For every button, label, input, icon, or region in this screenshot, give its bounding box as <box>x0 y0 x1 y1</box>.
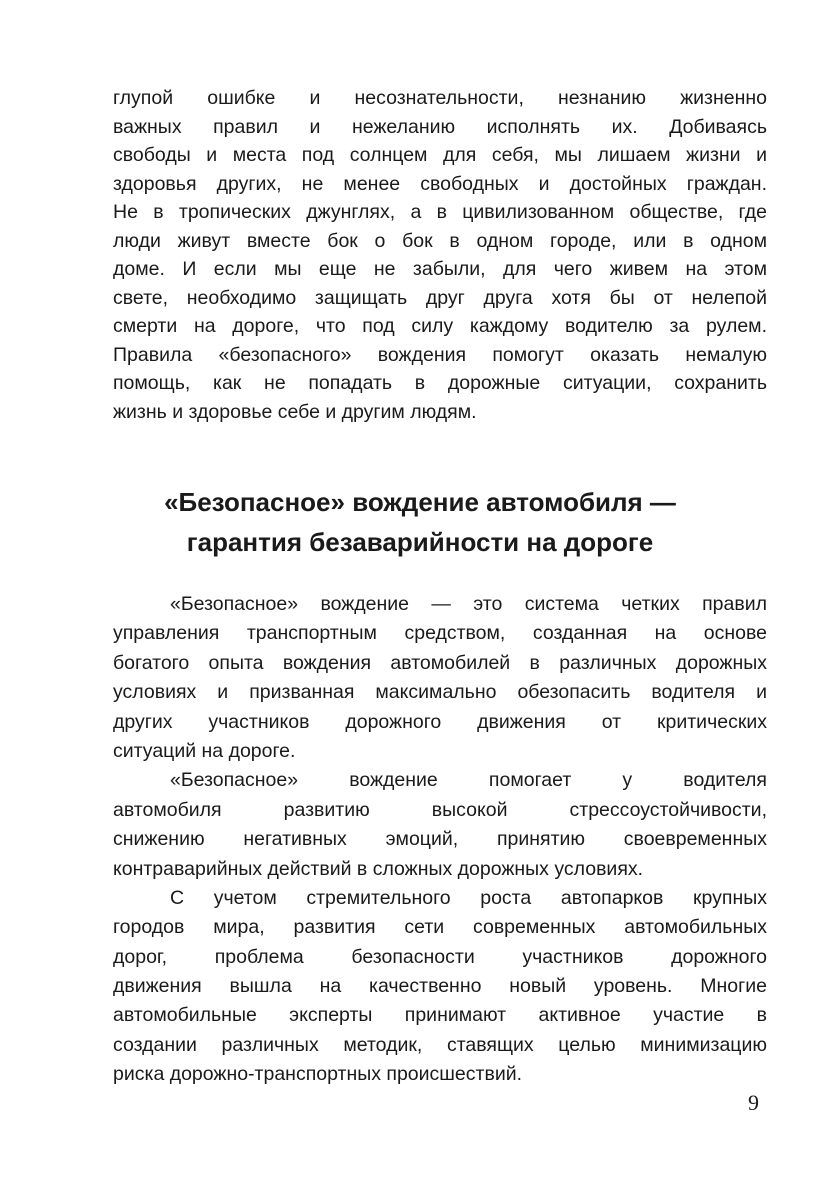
paragraph <box>113 590 767 766</box>
text-line: глупой ошибке и несознательности, незнанию жизненно <box>113 87 767 109</box>
text-line: дорог, проблема безопасности участников дорожного <box>113 945 767 968</box>
intro-paragraph <box>113 84 767 426</box>
text-line: Не в тропических джунглях, а в цивилизованном обществе, где <box>113 201 767 223</box>
text-line: важных правил и нежеланию исполнять их. Добиваясь <box>113 115 767 138</box>
heading-line-1: «Безопасное» вождение автомобиля — <box>164 487 676 517</box>
text-line: свободы и места под солнцем для себя, мы лишаем жизни и <box>113 144 767 166</box>
text-line: смерти на дороге, что под силу каждому водителю за рулем. <box>113 315 767 337</box>
text-line: здоровья других, не менее свободных и достойных граждан. <box>113 172 767 195</box>
text-line: движения вышла на качественно новый уровень. Многие <box>113 975 767 998</box>
paragraph <box>113 884 767 1090</box>
text-line: управления транспортным средством, созданная на основе <box>113 622 767 645</box>
text-line: помощь, как не попадать в дорожные ситуации, сохранить <box>113 372 767 394</box>
text-line: жизнь и здоровье себе и другим людям. <box>113 400 477 423</box>
text-line: «Безопасное» вождение — это система четких правил <box>170 593 767 615</box>
text-line: доме. И если мы еще не забыли, для чего живем на этом <box>113 258 767 280</box>
page-number: 9 <box>748 1090 759 1115</box>
text-line: С учетом стремительного роста автопарков крупных <box>170 886 767 909</box>
paragraph <box>113 84 767 426</box>
text-line: богатого опыта вождения автомобилей в различных дорожных <box>113 651 767 674</box>
heading-line-2: гарантия безаварийности на дороге <box>186 527 654 557</box>
text-line: ситуаций на дороге. <box>113 739 296 762</box>
text-line: снижению негативных эмоций, принятию своевременных <box>113 828 767 851</box>
text-line: Правила «безопасного» вождения помогут оказать немалую <box>113 343 767 366</box>
text-line: автомобильные эксперты принимают активное участие в <box>113 1004 767 1027</box>
text-line: автомобиля развитию высокой стрессоустойчивости, <box>113 798 767 821</box>
text-line: других участников дорожного движения от критических <box>113 710 767 733</box>
text-line: «Безопасное» вождение помогает у водителя <box>170 769 767 792</box>
text-line: условиях и призванная максимально обезопасить водителя и <box>113 681 767 704</box>
text-line: городов мира, развития сети современных автомобильных <box>113 916 767 939</box>
text-line: создании различных методик, ставящих целью минимизацию <box>113 1033 767 1056</box>
section-body <box>113 590 767 1090</box>
section-heading <box>60 482 780 562</box>
paragraph <box>113 766 767 884</box>
text-line: риска дорожно-транспортных происшествий. <box>113 1063 523 1086</box>
text-line: контраварийных действий в сложных дорожных условиях. <box>113 857 644 880</box>
text-line: свете, необходимо защищать друг друга хотя бы от нелепой <box>113 286 767 309</box>
text-line: люди живут вместе бок о бок в одном городе, или в одном <box>113 229 767 252</box>
